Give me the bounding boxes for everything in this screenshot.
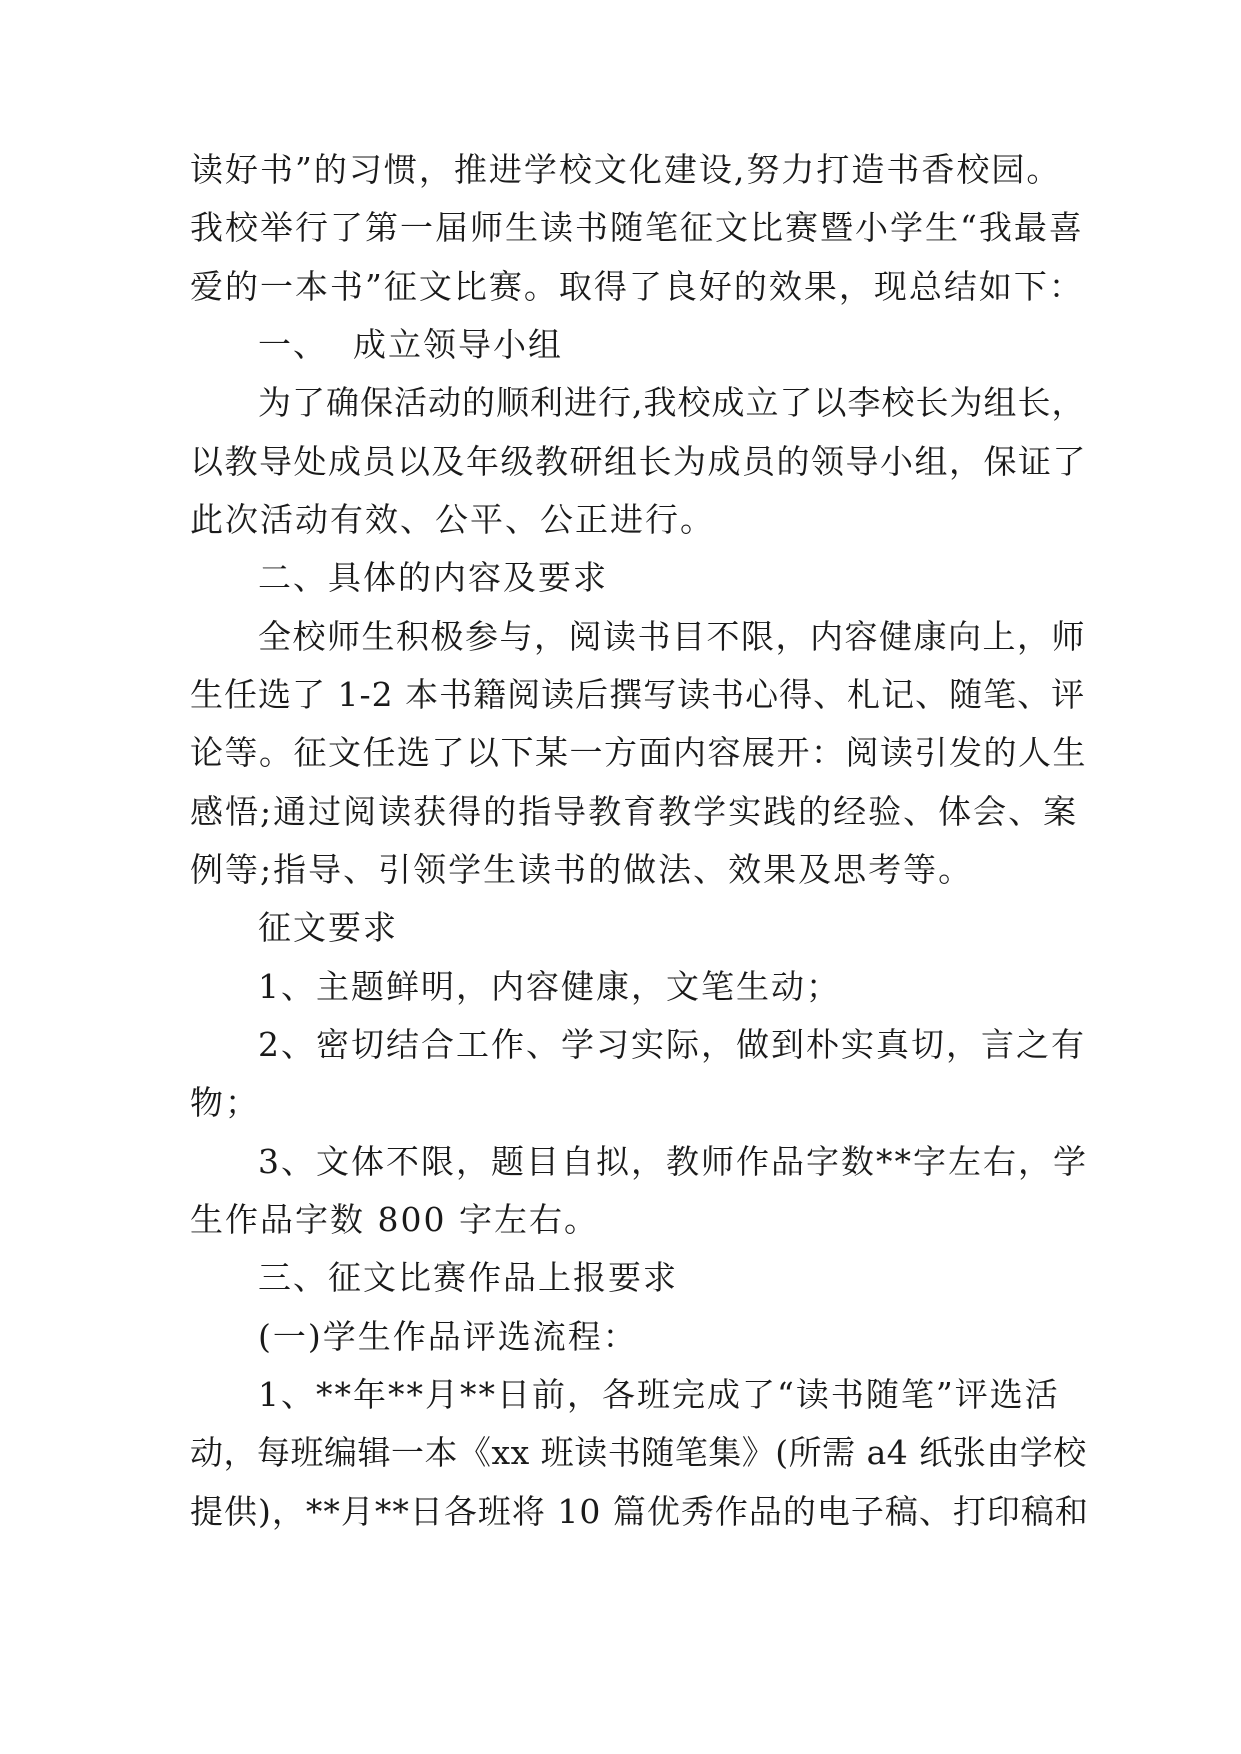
list-item: 3、文体不限，题目自拟，教师作品字数**字左右，学 xyxy=(258,1142,1088,1181)
text-line: 动，每班编辑一本《xx 班读书随笔集》(所需 a4 纸张由学校 xyxy=(190,1433,1087,1472)
text-line: 例等;指导、引领学生读书的做法、效果及思考等。 xyxy=(190,850,974,889)
text-line: 感悟;通过阅读获得的指导教育教学实践的经验、体会、案 xyxy=(190,792,1079,831)
list-item: 1、主题鲜明，内容健康，文笔生动； xyxy=(258,967,841,1006)
section-heading: 二、具体的内容及要求 xyxy=(258,558,608,597)
text-line: 全校师生积极参与，阅读书目不限，内容健康向上，师 xyxy=(258,617,1086,656)
text-line: 爱的一本书”征文比赛。取得了良好的效果，现总结如下： xyxy=(190,267,1084,306)
text-line: 生作品字数 800 字左右。 xyxy=(190,1200,599,1239)
text-line: 我校举行了第一届师生读书随笔征文比赛暨小学生“我最喜 xyxy=(190,208,1084,247)
text-line: 论等。征文任选了以下某一方面内容展开：阅读引发的人生 xyxy=(190,733,1087,772)
text-line: 读好书”的习惯，推进学校文化建设,努力打造书香校园。 xyxy=(190,150,1062,189)
text-line: 以教导处成员以及年级教研组长为成员的领导小组，保证了 xyxy=(190,442,1087,481)
subsection-heading: (一)学生作品评选流程： xyxy=(258,1317,638,1356)
section-heading: 三、征文比赛作品上报要求 xyxy=(258,1258,678,1297)
text-line: 此次活动有效、公平、公正进行。 xyxy=(190,500,715,539)
text-line: 物； xyxy=(190,1083,260,1122)
text-line: 为了确保活动的顺利进行,我校成立了以李校长为组长， xyxy=(258,383,1086,422)
list-item: 2、密切结合工作、学习实际，做到朴实真切，言之有 xyxy=(258,1025,1086,1064)
text-line: 生任选了 1-2 本书籍阅读后撰写读书心得、札记、随笔、评 xyxy=(190,675,1086,714)
section-heading: 一、 成立领导小组 xyxy=(258,325,563,364)
text-line: 提供)，**月**日各班将 10 篇优秀作品的电子稿、打印稿和 xyxy=(190,1492,1089,1531)
subsection-heading: 征文要求 xyxy=(258,908,398,947)
list-item: 1、**年**月**日前，各班完成了“读书随笔”评选活 xyxy=(258,1375,1060,1414)
